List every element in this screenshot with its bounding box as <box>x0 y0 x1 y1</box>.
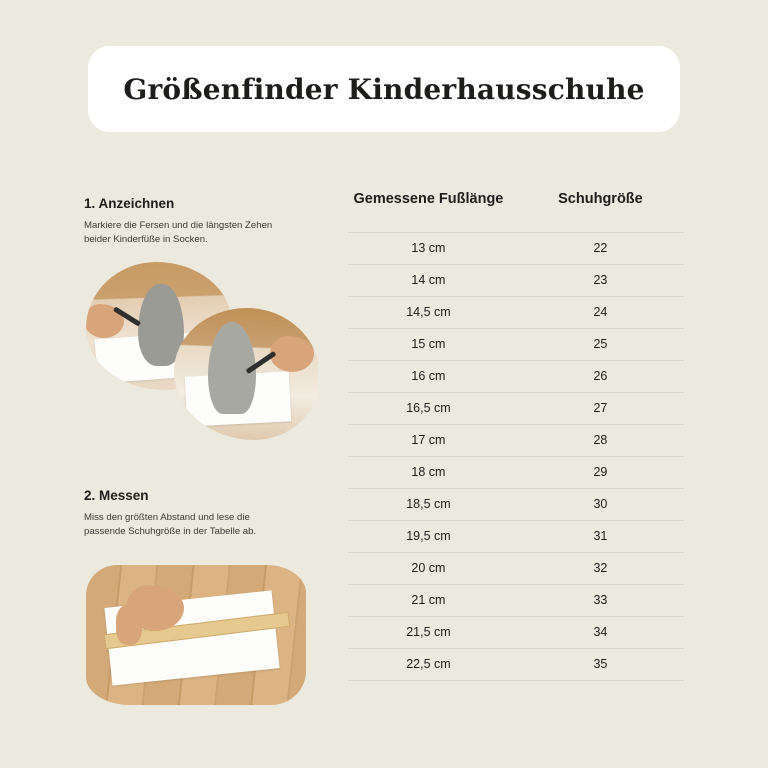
hand-fingers <box>116 605 142 645</box>
step-1 <box>84 196 314 248</box>
cell-size: 32 <box>543 552 684 584</box>
cell-length: 18,5 cm <box>348 488 543 520</box>
step-1-title: 1. Anzeichnen <box>84 196 175 211</box>
photo-measuring <box>86 565 306 705</box>
instructions-column <box>84 196 314 254</box>
table-row <box>348 648 684 680</box>
cell-size: 26 <box>543 360 684 392</box>
photo-drawing-feet <box>86 262 318 440</box>
hand <box>270 336 314 372</box>
cell-size: 34 <box>543 616 684 648</box>
cell-length: 17 cm <box>348 424 543 456</box>
table-row <box>348 520 684 552</box>
cell-length: 21 cm <box>348 584 543 616</box>
cell-length: 22,5 cm <box>348 648 543 680</box>
table-row <box>348 360 684 392</box>
cell-length: 16,5 cm <box>348 392 543 424</box>
table-row <box>348 584 684 616</box>
cell-size: 33 <box>543 584 684 616</box>
column-header-size: Schuhgröße <box>558 191 643 207</box>
instructions-column-2 <box>84 488 314 546</box>
cell-size: 25 <box>543 328 684 360</box>
cell-size: 30 <box>543 488 684 520</box>
table-row <box>348 232 684 264</box>
table-row <box>348 328 684 360</box>
cell-length: 20 cm <box>348 552 543 584</box>
column-header-length: Gemessene Fußlänge <box>353 191 504 207</box>
cell-length: 18 cm <box>348 456 543 488</box>
step-2 <box>84 488 314 540</box>
step-1-description: Markiere die Fersen und die längsten Zehen beider Kinderfüße in Socken. <box>84 220 273 246</box>
page-title: Größenfinder Kinderhausschuhe <box>123 72 645 106</box>
size-table <box>348 190 684 681</box>
cell-size: 35 <box>543 648 684 680</box>
cell-length: 14 cm <box>348 264 543 296</box>
cell-size: 29 <box>543 456 684 488</box>
table-row <box>348 488 684 520</box>
table-row <box>348 264 684 296</box>
cell-size: 23 <box>543 264 684 296</box>
cell-size: 24 <box>543 296 684 328</box>
step-2-title: 2. Messen <box>84 488 149 503</box>
table-row <box>348 456 684 488</box>
cell-length: 13 cm <box>348 232 543 264</box>
table-row <box>348 392 684 424</box>
cell-length: 21,5 cm <box>348 616 543 648</box>
cell-length: 15 cm <box>348 328 543 360</box>
cell-length: 16 cm <box>348 360 543 392</box>
cell-length: 19,5 cm <box>348 520 543 552</box>
photo-drawing-right-blob <box>174 308 318 440</box>
table-body <box>348 232 684 680</box>
cell-size: 22 <box>543 232 684 264</box>
step-2-description: Miss den größten Abstand und lese die passende Schuhgröße in der Tabelle ab. <box>84 512 257 538</box>
table-header-row <box>348 190 684 232</box>
cell-size: 27 <box>543 392 684 424</box>
photo-measuring-blob <box>86 565 306 705</box>
cell-size: 28 <box>543 424 684 456</box>
cell-size: 31 <box>543 520 684 552</box>
table-row <box>348 296 684 328</box>
table-row <box>348 424 684 456</box>
title-card <box>88 46 680 132</box>
table-row <box>348 616 684 648</box>
table-row <box>348 552 684 584</box>
cell-length: 14,5 cm <box>348 296 543 328</box>
size-table-container <box>348 190 684 681</box>
